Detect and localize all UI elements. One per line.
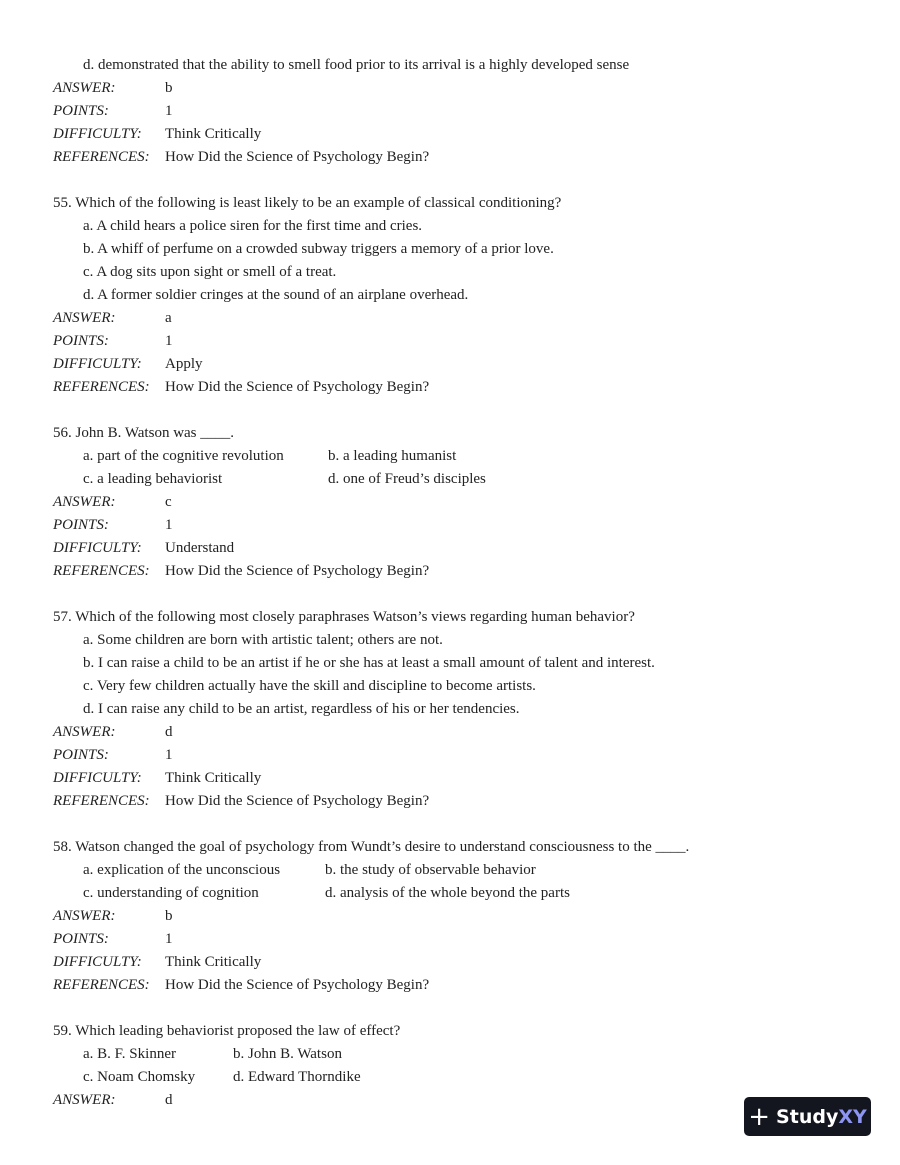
q57-option-d: d. I can raise any child to be an artist, regardless of his or her tendencies. bbox=[83, 701, 520, 717]
q54-points: POINTS: 1 bbox=[53, 103, 173, 119]
q57-answer: ANSWER: d bbox=[53, 724, 173, 740]
logo-text-accent: XY bbox=[838, 1105, 867, 1128]
q58-difficulty: DIFFICULTY: Think Critically bbox=[53, 954, 262, 970]
q56-option-b: b. a leading humanist bbox=[328, 448, 457, 464]
q55-references: REFERENCES: How Did the Science of Psychology Begin? bbox=[53, 379, 430, 395]
q54-references: REFERENCES: How Did the Science of Psychology Begin? bbox=[53, 149, 430, 165]
q57-difficulty: DIFFICULTY: Think Critically bbox=[53, 770, 262, 786]
q54-difficulty: DIFFICULTY: Think Critically bbox=[53, 126, 262, 142]
q56-answer: ANSWER: c bbox=[53, 494, 172, 510]
q58-references: REFERENCES: How Did the Science of Psychology Begin? bbox=[53, 977, 430, 993]
q58-stem: 58. Watson changed the goal of psychology from Wundt’s desire to understand consciousness to the ____. bbox=[53, 839, 690, 855]
q57-option-a: a. Some children are born with artistic talent; others are not. bbox=[83, 632, 443, 648]
logo-text-main: Study bbox=[776, 1105, 839, 1128]
q59-option-c: c. Noam Chomsky bbox=[83, 1069, 196, 1085]
q56-stem: 56. John B. Watson was ____. bbox=[53, 425, 235, 441]
q55-option-d: d. A former soldier cringes at the sound of an airplane overhead. bbox=[83, 287, 469, 303]
q58-answer: ANSWER: b bbox=[53, 908, 173, 924]
q56-option-c: c. a leading behaviorist bbox=[83, 471, 223, 487]
q59-option-b: b. John B. Watson bbox=[233, 1046, 342, 1062]
plus-icon: + bbox=[748, 1101, 771, 1132]
q59-option-d: d. Edward Thorndike bbox=[233, 1069, 361, 1085]
q57-stem: 57. Which of the following most closely paraphrases Watson’s views regarding human behavior? bbox=[53, 609, 635, 625]
q56-option-a: a. part of the cognitive revolution bbox=[83, 448, 284, 464]
q58-option-c: c. understanding of cognition bbox=[83, 885, 259, 901]
q56-option-d: d. one of Freud’s disciples bbox=[328, 471, 486, 487]
q57-option-b: b. I can raise a child to be an artist if he or she has at least a small amount of talent and interest. bbox=[83, 655, 655, 671]
q57-option-c: c. Very few children actually have the skill and discipline to become artists. bbox=[83, 678, 536, 694]
q55-answer: ANSWER: a bbox=[53, 310, 172, 326]
q59-options bbox=[53, 1043, 860, 1089]
document-page bbox=[53, 54, 860, 1112]
q55-difficulty: DIFFICULTY: Apply bbox=[53, 356, 203, 372]
q55-option-b: b. A whiff of perfume on a crowded subway triggers a memory of a prior love. bbox=[83, 241, 554, 257]
q58-points: POINTS: 1 bbox=[53, 931, 173, 947]
q56-points: POINTS: 1 bbox=[53, 517, 173, 533]
q59-answer: ANSWER: d bbox=[53, 1092, 173, 1108]
q54-answer: ANSWER: b bbox=[53, 80, 173, 96]
q54-option-d: d. demonstrated that the ability to smell food prior to its arrival is a highly developed sense bbox=[83, 57, 630, 73]
q55-points: POINTS: 1 bbox=[53, 333, 173, 349]
q55-option-c: c. A dog sits upon sight or smell of a treat. bbox=[83, 264, 337, 280]
q56-options bbox=[53, 445, 860, 491]
q58-options bbox=[53, 859, 860, 905]
studyxy-logo bbox=[744, 1097, 871, 1136]
q56-references: REFERENCES: How Did the Science of Psychology Begin? bbox=[53, 563, 430, 579]
q55-option-a: a. A child hears a police siren for the first time and cries. bbox=[83, 218, 423, 234]
q55-stem: 55. Which of the following is least likely to be an example of classical conditioning? bbox=[53, 195, 562, 211]
q57-points: POINTS: 1 bbox=[53, 747, 173, 763]
q58-option-d: d. analysis of the whole beyond the parts bbox=[325, 885, 570, 901]
q59-option-a: a. B. F. Skinner bbox=[83, 1046, 176, 1062]
q57-references: REFERENCES: How Did the Science of Psychology Begin? bbox=[53, 793, 430, 809]
q58-option-a: a. explication of the unconscious bbox=[83, 862, 281, 878]
q58-option-b: b. the study of observable behavior bbox=[325, 862, 536, 878]
q59-stem: 59. Which leading behaviorist proposed the law of effect? bbox=[53, 1023, 401, 1039]
q56-difficulty: DIFFICULTY: Understand bbox=[53, 540, 235, 556]
